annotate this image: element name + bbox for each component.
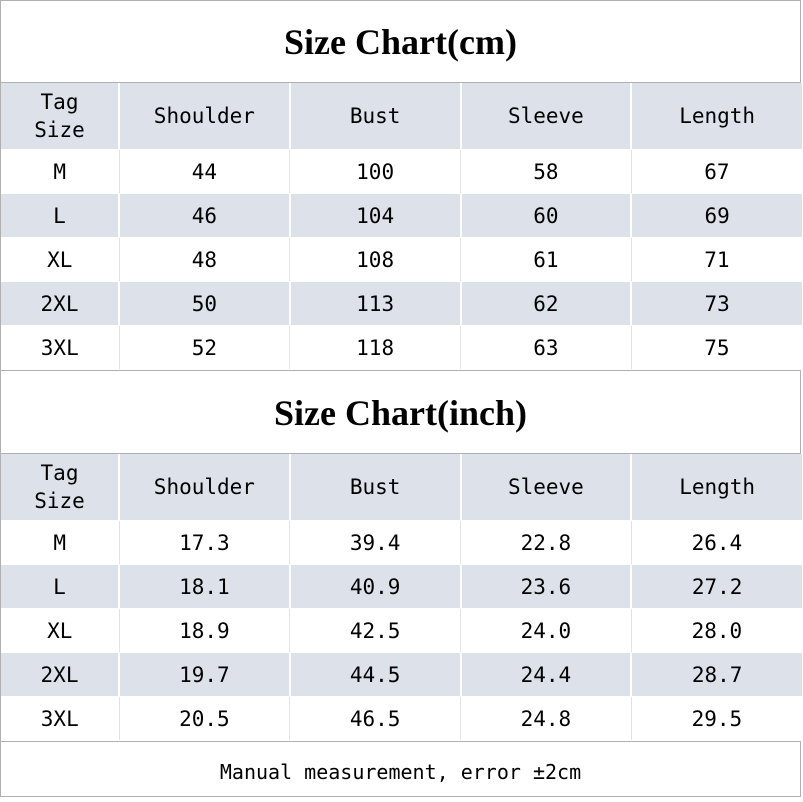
header-shoulder: Shoulder [119, 454, 290, 521]
cell-tag-size: XL [1, 609, 119, 653]
cell-length: 28.7 [631, 653, 802, 697]
cell-sleeve: 63 [461, 326, 632, 370]
cell-shoulder: 20.5 [119, 697, 290, 741]
table-row [1, 697, 802, 741]
header-bust: Bust [290, 454, 461, 521]
cell-tag-size: M [1, 150, 119, 194]
cell-bust: 46.5 [290, 697, 461, 741]
table-row [1, 326, 802, 370]
cell-sleeve: 22.8 [461, 521, 632, 565]
table-row [1, 521, 802, 565]
cell-sleeve: 60 [461, 194, 632, 238]
table-row [1, 194, 802, 238]
cell-tag-size: L [1, 194, 119, 238]
header-length: Length [631, 454, 802, 521]
cm-header-row [1, 83, 802, 150]
header-sleeve: Sleeve [461, 454, 632, 521]
cell-length: 73 [631, 282, 802, 326]
cell-bust: 108 [290, 238, 461, 282]
header-size-line: Size [34, 489, 85, 513]
cell-bust: 44.5 [290, 653, 461, 697]
table-row [1, 653, 802, 697]
cell-length: 26.4 [631, 521, 802, 565]
cell-bust: 100 [290, 150, 461, 194]
cell-bust: 39.4 [290, 521, 461, 565]
cell-shoulder: 48 [119, 238, 290, 282]
cell-bust: 42.5 [290, 609, 461, 653]
cell-shoulder: 46 [119, 194, 290, 238]
inch-header-row [1, 454, 802, 521]
inch-chart-title: Size Chart(inch) [1, 370, 800, 454]
measurement-note: Manual measurement, error ±2cm [1, 741, 800, 802]
header-tag-size [1, 454, 119, 521]
cell-length: 29.5 [631, 697, 802, 741]
header-tag-line: Tag [40, 461, 79, 485]
cell-length: 67 [631, 150, 802, 194]
cell-sleeve: 61 [461, 238, 632, 282]
cell-bust: 40.9 [290, 565, 461, 609]
cell-length: 69 [631, 194, 802, 238]
cm-size-table [1, 83, 802, 370]
cell-tag-size: XL [1, 238, 119, 282]
cell-bust: 118 [290, 326, 461, 370]
cell-shoulder: 19.7 [119, 653, 290, 697]
cell-shoulder: 52 [119, 326, 290, 370]
cell-bust: 113 [290, 282, 461, 326]
header-size-line: Size [34, 118, 85, 142]
header-sleeve: Sleeve [461, 83, 632, 150]
cell-length: 75 [631, 326, 802, 370]
header-tag-size [1, 83, 119, 150]
cell-tag-size: L [1, 565, 119, 609]
header-bust: Bust [290, 83, 461, 150]
cell-sleeve: 58 [461, 150, 632, 194]
cell-shoulder: 18.1 [119, 565, 290, 609]
table-row [1, 150, 802, 194]
table-row [1, 282, 802, 326]
cell-tag-size: 2XL [1, 282, 119, 326]
cell-length: 28.0 [631, 609, 802, 653]
cm-chart-title: Size Chart(cm) [1, 1, 800, 83]
cell-sleeve: 24.8 [461, 697, 632, 741]
cell-shoulder: 50 [119, 282, 290, 326]
cell-sleeve: 23.6 [461, 565, 632, 609]
cell-tag-size: M [1, 521, 119, 565]
cell-sleeve: 24.4 [461, 653, 632, 697]
cell-sleeve: 62 [461, 282, 632, 326]
cell-shoulder: 44 [119, 150, 290, 194]
inch-size-table [1, 454, 802, 741]
table-row [1, 565, 802, 609]
table-row [1, 609, 802, 653]
cell-tag-size: 2XL [1, 653, 119, 697]
header-shoulder: Shoulder [119, 83, 290, 150]
header-length: Length [631, 83, 802, 150]
cell-tag-size: 3XL [1, 326, 119, 370]
cell-sleeve: 24.0 [461, 609, 632, 653]
cell-shoulder: 18.9 [119, 609, 290, 653]
cell-bust: 104 [290, 194, 461, 238]
header-tag-line: Tag [40, 90, 79, 114]
cell-length: 27.2 [631, 565, 802, 609]
cell-shoulder: 17.3 [119, 521, 290, 565]
cell-length: 71 [631, 238, 802, 282]
cell-tag-size: 3XL [1, 697, 119, 741]
table-row [1, 238, 802, 282]
